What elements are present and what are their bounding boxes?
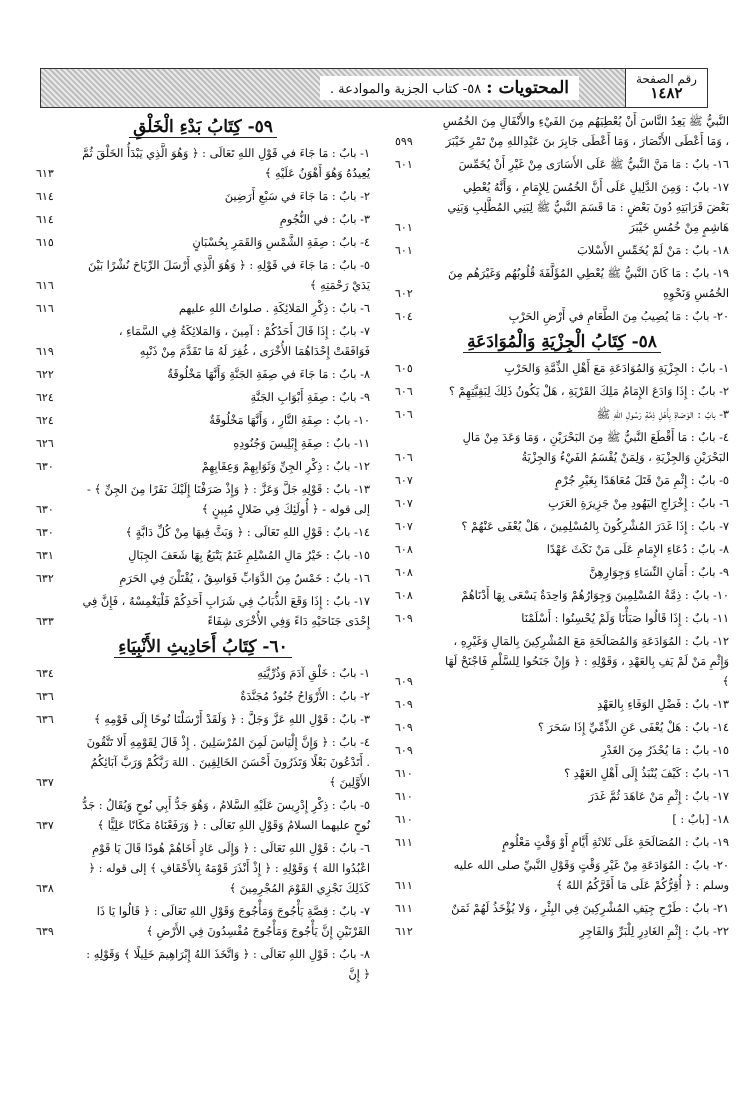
- page-number-label: رقم الصفحة: [636, 72, 697, 86]
- toc-entry-page: ٦١١: [395, 836, 413, 849]
- toc-entry: [36, 592, 370, 632]
- toc-entry-page: ٦١٥: [36, 236, 54, 249]
- toc-entry-title: ٦- بابٌ : إِخْرَاجِ اليَهُودِ مِنْ جَزِيرَةِ العَرَبِ: [548, 497, 729, 510]
- toc-entry-title: ١٣- بابٌ : قَوْلِهِ جَلَّ وَعَزَّ : ﴿ وَإِذْ صَرَفْنَا إِلَيْكَ نَفَرًا مِنَ الجِنِّ ﴾ - إلى قوله - ﴿ أُولَئِكَ فِي ضَلالٍ مُبِينٍ ﴾: [87, 483, 370, 516]
- toc-entry-title: ٨- بابٌ : دُعَاءِ الإِمَامِ عَلَى مَنْ نَكَثَ عَهْدًا: [546, 543, 729, 556]
- toc-entry-page: ٦١٤: [36, 190, 54, 203]
- toc-entry-page: ٦١٠: [395, 790, 413, 803]
- toc-entry: [36, 796, 370, 836]
- toc-entry-title: النَّبيُّ ﷺ يَعِدُ النَّاسَ أَنْ يُعْطِيَهُم مِنَ الفَيْءِ والأَنْفَالِ مِنَ الخُمُسِ ، وَمَا أَعْطَى الأَنْصَارَ ، وَمَا أَعْطَى جَابِرَ بنَ عَبْدِاللهِ مِنْ تَمْرِ خَيْبَرَ: [442, 115, 729, 148]
- toc-entry-title: ٢٢- بابٌ : إِثْمِ الغَادِرِ لِلْبَرِّ وَالفَاجِرِ: [579, 925, 729, 938]
- toc-entry: [36, 546, 370, 566]
- toc-entry-title: ٢١- بابٌ : طَرْحِ جِيَفِ المُشْرِكِينَ فِي البِئْرِ ، وَلا يُؤْخَذُ لَهُمْ ثَمَنٌ: [451, 902, 729, 915]
- toc-entry-page: ٦٠٧: [395, 474, 413, 487]
- toc-entry-title: ١٦- بابٌ : مَا مَنَّ النَّبيُّ ﷺ عَلَى الأَسَارَى مِنْ غَيْرِ أَنْ يُخَمِّسَ: [458, 158, 729, 171]
- toc-entry: [395, 494, 729, 514]
- toc-entry-page: ٦٠٩: [395, 612, 413, 625]
- toc-entry: [395, 899, 729, 919]
- toc-entry-title: ٥- بابٌ : إِثْمِ مَنْ قَتَلَ مُعَاهَدًا بِغَيْرِ جُرْمٍ: [555, 474, 729, 487]
- toc-entry-title: ٢- بابٌ : الأَرْوَاحُ جُنُودٌ مُجَنَّدَةٌ: [240, 690, 370, 703]
- toc-entry-page: ٦٣٨: [36, 882, 54, 895]
- toc-entry-page: ٦٢٢: [36, 368, 54, 381]
- toc-entry: [395, 856, 729, 896]
- contents-title: المحتويات :: [486, 78, 569, 98]
- toc-entry: [395, 632, 729, 692]
- toc-entry: [395, 741, 729, 761]
- toc-entry-page: ٦٠٦: [395, 408, 413, 421]
- toc-entry-title: ١٧- بابٌ : إِثْمِ مَنْ عَاهَدَ ثُمَّ غَدَرَ: [588, 790, 729, 803]
- toc-entry: [36, 945, 370, 985]
- toc-entry: [395, 241, 729, 261]
- toc-entry: [36, 687, 370, 707]
- toc-entry: [36, 322, 370, 362]
- toc-entry-title: ٤- بابٌ : صِفَةِ الشَّمْسِ وَالقَمَرِ بِحُسْبَانٍ: [192, 236, 370, 249]
- toc-entry: [395, 517, 729, 537]
- toc-entry-title: ١٤- بابٌ : هَلْ يُعْفَى عَنِ الذِّمِّيِّ إِذَا سَحَرَ ؟: [537, 721, 729, 734]
- section-heading: [36, 636, 370, 658]
- toc-entry-title: ٤- بابٌ : مَا أَقْطَعَ النَّبيُّ ﷺ مِنَ البَحْرَيْنِ ، وَمَا وَعَدَ مِنْ مَالِ البَحْرَيْنِ وَالجِزْيَةِ ، وَلِمَنْ يُقْسَمُ الفَيْءُ وَالجِزْيَةُ: [462, 431, 729, 464]
- contents-subtitle: ٥٨- كتاب الجزية والموادعة .: [329, 82, 482, 97]
- section-heading-text: ٥٨- كِتَابُ الْجِزْيَةِ وَالْمُوَادَعَةِ: [463, 332, 661, 353]
- toc-entry-page: ٦٠١: [395, 158, 413, 171]
- toc-entry-title: ٨- بابٌ : مَا جَاءَ في صِفَةِ الجَنَّةِ وَأَنَّهَا مَخْلُوقَةٌ: [167, 368, 370, 381]
- toc-entry-page: ٦٢٤: [36, 391, 54, 404]
- toc-entry-page: ٦٣٦: [36, 690, 54, 703]
- toc-entry: [395, 718, 729, 738]
- toc-column-left: [36, 112, 370, 988]
- page-number-box: [625, 69, 707, 107]
- toc-entry-page: ٦٢٦: [36, 437, 54, 450]
- toc-entry-title: ١٧- بابٌ : إِذَا وَقَعَ الذُّبَابُ فِي شَرَابِ أَحَدِكُمْ فَلْيَغْمِسْهُ ، فَإِنَّ فِي إِحْدَى جَنَاحَيْهِ دَاءً وَفِي الأُخْرَى شِفَاءً: [82, 595, 370, 628]
- section-heading-text: ٥٩- كِتَابُ بَدْءِ الْخَلْقِ: [129, 117, 277, 138]
- toc-entry-title: ٨- بابٌ : قَوْلِ اللهِ تَعَالَى : ﴿ وَاتَّخَذَ اللهُ إِبْرَاهِيمَ خَلِيلًا ﴾ وَقَوْلِهِ : ﴿ إِنَّ: [86, 948, 370, 981]
- toc-entry: [36, 523, 370, 543]
- toc-entry: [395, 833, 729, 853]
- toc-entry: [36, 480, 370, 520]
- toc-entry-title: ١٦- بابٌ : كَيْفَ يُنْبَذُ إِلَى أَهْلِ العَهْدِ ؟: [564, 767, 729, 780]
- toc-entry: [36, 457, 370, 477]
- section-heading: [36, 116, 370, 138]
- toc-entry: [395, 382, 729, 402]
- page-header: [40, 68, 708, 108]
- toc-entry: [36, 365, 370, 385]
- toc-entry: [36, 144, 370, 184]
- section-heading-text: ٦٠- كِتَابُ أَحَادِيثِ الأَنْبِيَاءِ: [114, 637, 291, 658]
- toc-entry: [395, 178, 729, 238]
- toc-entry-title: ٣- بابٌ : قَوْلِ اللهِ عَزَّ وَجَلَّ : ﴿ وَلَقَدْ أَرْسَلْنَا نُوحًا إِلَى قَوْمِهِ ﴾: [94, 713, 370, 726]
- toc-entry-page: ٦٣٧: [36, 776, 54, 789]
- toc-entry: [36, 256, 370, 296]
- toc-entry-title: ٣- بابٌ : الوَصَاةِ بِأَهْلِ ذِمَّةِ رَسُولِ اللهِ ﷺ: [596, 408, 729, 421]
- toc-entry-title: ١٢- بابٌ : ذِكْرِ الجِنِّ وَثَوَابِهِمْ وَعِقَابِهِمْ: [201, 460, 370, 473]
- toc-entry: [36, 187, 370, 207]
- toc-entry: [395, 563, 729, 583]
- toc-entry-title: ١- بابٌ : مَا جَاءَ في قَوْلِ اللهِ تَعَالَى : ﴿ وَهُوَ الَّذِي يَبْدَأُ الخَلْقَ ثُمَّ يُعِيدُهُ وَهُوَ أَهْوَنُ عَلَيْهِ ﴾: [82, 147, 370, 180]
- toc-entry: [36, 839, 370, 899]
- toc-entry: [395, 359, 729, 379]
- toc-entry-page: ٦٠٧: [395, 497, 413, 510]
- toc-entry-page: ٦٣٠: [36, 503, 54, 516]
- toc-entry-title: ٩- بابٌ : أَمَانِ النِّسَاءِ وَجِوَارِهِنَّ: [588, 566, 729, 579]
- toc-entry: [395, 307, 729, 327]
- toc-entry: [395, 787, 729, 807]
- toc-entry: [395, 471, 729, 491]
- toc-entry-title: ٤- بابٌ : ﴿ وَإِنَّ إِلْيَاسَ لَمِنَ المُرْسَلِينَ . إِذْ قَالَ لِقَوْمِهِ أَلا تَتَّقُونَ . أَتَدْعُونَ بَعْلًا وَتَذَرُونَ أَحْسَنَ الخَالِقِينَ . اللهَ رَبَّكُمْ وَرَبَّ آبَائِكُمُ الأَوَّلِينَ ﴾: [86, 736, 370, 789]
- toc-entry: [36, 733, 370, 793]
- section-heading: [395, 331, 729, 353]
- toc-entry-title: ٢٠- بابٌ : المُوَادَعَةِ مِنْ غَيْرِ وَقْتٍ وَقَوْلِ النَّبيِّ صلى الله عليه وسلم : ﴿ أُقِرُّكُمْ عَلَى مَا أَقَرَّكُمُ اللهُ ﴾: [453, 859, 729, 892]
- toc-entry-page: ٦٠٥: [395, 362, 413, 375]
- toc-entry-page: ٦٣٠: [36, 460, 54, 473]
- toc-entry-title: ٢- بابٌ : مَا جَاءَ في سَبْعِ أَرَضِينَ: [224, 190, 370, 203]
- toc-entry-title: ١٢- بابٌ : المُوَادَعَةِ وَالمُصَالَحَةِ مَعَ المُشْرِكِينَ بِالمَالِ وَغَيْرِهِ ، وَإِثْمِ مَنْ لَمْ يَفِ بِالعَهْدِ ، وَقَوْلِهِ : ﴿ وَإِنْ جَنَحُوا لِلسَّلْمِ فَاجْنَحْ لَهَا ﴾: [445, 635, 729, 688]
- toc-entry-page: ٦٠٨: [395, 566, 413, 579]
- toc-entry-page: ٦٠٨: [395, 589, 413, 602]
- toc-entry-page: ٦٣٧: [36, 819, 54, 832]
- toc-entry-page: ٦١١: [395, 879, 413, 892]
- toc-entry-title: ٢- بابٌ : إِذَا وَادَعَ الإِمَامُ مَلِكَ القَرْيَةِ ، هَلْ يَكُونُ ذَلِكَ لِبَقِيَّتِهِمْ ؟: [448, 385, 729, 398]
- toc-entry: [36, 388, 370, 408]
- toc-entry-title: ١٨- [بابٌ : ]: [672, 813, 729, 826]
- toc-entry-title: ١٤- بابٌ : قَوْلِ اللهِ تَعَالَى : ﴿ وَبَثَّ فِيهَا مِنْ كُلِّ دَابَّةٍ ﴾: [125, 526, 370, 539]
- toc-entry: [395, 112, 729, 152]
- toc-entry-title: ١٥- بابٌ : مَا يُحْذَرُ مِنَ الغَدْرِ: [601, 744, 729, 757]
- toc-entry-page: ٦١٦: [36, 279, 54, 292]
- toc-entry-title: ١١- بابٌ : صِفَةِ إِبْلِيسَ وَجُنُودِهِ: [233, 437, 370, 450]
- toc-entry-title: ٧- بابٌ : قِصَّةِ يَأْجُوجَ وَمَأْجُوجَ وَقَوْلِ اللهِ تَعَالَى : ﴿ قَالُوا يَا ذَا القَرْنَيْنِ إِنَّ يَأْجُوجَ وَمَأْجُوجَ مُفْسِدُونَ فِي الأَرْضِ ﴾: [96, 905, 370, 938]
- toc-column-right: [395, 112, 729, 945]
- toc-entry-title: ١١- بابٌ : إِذَا قَالُوا صَبَأْنَا وَلَمْ يُحْسِنُوا : أَسْلَمْنَا: [521, 612, 729, 625]
- toc-entry-title: ٢٠- بابٌ : مَا يُصِيبُ مِنَ الطَّعَامِ في أَرْضِ الحَرْبِ: [508, 310, 729, 323]
- toc-entry-page: ٥٩٩: [395, 135, 413, 148]
- toc-entry-page: ٦١٦: [36, 302, 54, 315]
- toc-entry-title: ٦- بابٌ : ذِكْرِ المَلائِكَةِ . صلواتُ اللهِ عليهم: [178, 302, 370, 315]
- page-number: ١٤٨٢: [650, 84, 683, 102]
- toc-entry: [395, 264, 729, 304]
- toc-entry-page: ٦١٩: [36, 345, 54, 358]
- toc-entry-page: ٦٣١: [36, 549, 54, 562]
- toc-entry: [36, 902, 370, 942]
- toc-entry-page: ٦١٠: [395, 767, 413, 780]
- toc-entry-title: ٩- بابٌ : صِفَةِ أَبْوَابِ الجَنَّةِ: [250, 391, 370, 404]
- toc-entry-title: ١٠- بابٌ : ذِمَّةُ المُسْلِمِينَ وَجِوَارُهُمْ وَاحِدَةٌ يَسْعَى بِهَا أَدْنَاهُمْ: [461, 589, 729, 602]
- toc-entry-page: ٦٠١: [395, 244, 413, 257]
- toc-entry-page: ٦٠٩: [395, 744, 413, 757]
- toc-entry-page: ٦٠٤: [395, 310, 413, 323]
- toc-entry-title: ١٣- بابٌ : فَضْلِ الوَفَاءِ بِالعَهْدِ: [597, 698, 729, 711]
- toc-entry-title: ١٨- بابٌ : مَنْ لَمْ يُخَمِّسِ الأَسْلابَ: [577, 244, 729, 257]
- toc-entry: [36, 210, 370, 230]
- toc-entry-title: ١٧- بابٌ : وَمِنَ الدَّلِيلِ عَلَى أَنَّ الخُمُسَ لِلإِمَامِ ، وَأَنَّهُ يُعْطِي بَعْضَ قَرَابَتِهِ دُونَ بَعْضٍ : مَا قَسَمَ النَّبيُّ ﷺ لِبَنِي المُطَّلِبِ وَبَنِي هَاشِمٍ مِنْ خُمُسِ خَيْبَرَ: [447, 181, 729, 234]
- toc-entry-page: ٦١٠: [395, 813, 413, 826]
- toc-entry-page: ٦٣٤: [36, 667, 54, 680]
- toc-entry-title: ١- بابٌ : خَلْقِ آدَمَ وَذُرِّيَّتِهِ: [257, 667, 370, 680]
- toc-entry-page: ٦١٣: [36, 167, 54, 180]
- toc-entry: [36, 710, 370, 730]
- toc-entry-page: ٦٠٦: [395, 385, 413, 398]
- toc-entry-page: ٦٣٩: [36, 925, 54, 938]
- toc-entry-title: ٧- بابٌ : إِذَا غَدَرَ المُشْرِكُونَ بِالمُسْلِمِينَ ، هَلْ يُعْفَى عَنْهُمْ ؟: [461, 520, 729, 533]
- toc-entry-page: ٦٣٠: [36, 526, 54, 539]
- toc-entry: [36, 299, 370, 319]
- toc-entry: [395, 586, 729, 606]
- toc-entry-page: ٦١٤: [36, 213, 54, 226]
- toc-entry-title: ١٠- بابٌ : صِفَةِ النَّارِ ، وَأَنَّهَا مَخْلُوقَةٌ: [209, 414, 370, 427]
- toc-entry-page: ٦٠٦: [395, 451, 413, 464]
- toc-entry: [36, 434, 370, 454]
- toc-entry-title: ١٩- بابٌ : مَا كَانَ النَّبيُّ ﷺ يُعْطِي المُؤَلَّفَةَ قُلُوبُهُم وَغَيْرَهُم مِنَ الخُمُسِ وَنَحْوِهِ: [448, 267, 729, 300]
- toc-entry-page: ٦٠٢: [395, 287, 413, 300]
- toc-entry: [36, 411, 370, 431]
- toc-entry: [395, 155, 729, 175]
- header-title: [320, 76, 579, 100]
- toc-entry-title: ٥- بابٌ : مَا جَاءَ في قَوْلِهِ : ﴿ وَهُوَ الَّذِي أَرْسَلَ الرِّيَاحَ نُشْرًا بَيْنَ يَدَيْ رَحْمَتِهِ ﴾: [87, 259, 370, 292]
- toc-entry: [395, 609, 729, 629]
- toc-entry-title: ١٦- بابٌ : خَمْسٌ مِنَ الدَّوَابِّ فَوَاسِقُ ، يُقْتَلْنَ فِي الحَرَمِ: [119, 572, 370, 585]
- toc-entry-page: ٦٣٣: [36, 615, 54, 628]
- toc-entry-page: ٦١٢: [395, 925, 413, 938]
- toc-entry-page: ٦٠٨: [395, 543, 413, 556]
- toc-entry-title: ١٥- بابٌ : خَيْرُ مَالِ المُسْلِمِ غَنَمٌ يَتْبَعُ بِهَا شَعَفَ الجِبَالِ: [128, 549, 370, 562]
- toc-entry-title: ١- بابٌ : الجِزْيَةِ وَالمُوَادَعَةِ مَعَ أَهْلِ الذِّمَّةِ وَالحَرْبِ: [504, 362, 729, 375]
- toc-entry: [36, 233, 370, 253]
- toc-entry-title: ١٩- بابٌ : المُصَالَحَةِ عَلَى ثَلاثَةِ أَيَّامٍ أَوْ وَقْتٍ مَعْلُومٍ: [502, 836, 729, 849]
- toc-entry-page: ٦٠٩: [395, 675, 413, 688]
- toc-entry: [36, 664, 370, 684]
- toc-entry: [395, 695, 729, 715]
- toc-entry: [395, 764, 729, 784]
- toc-entry-title: ٧- بابٌ : إِذَا قَالَ أَحَدُكُمْ : آمِينَ ، وَالمَلائِكَةُ فِي السَّمَاءِ ، فَوَافَقَتْ إِحْدَاهُمَا الأُخْرَى ، غُفِرَ لَهُ مَا تَقَدَّمَ مِنْ ذَنْبِهِ: [118, 325, 370, 358]
- toc-entry-page: ٦٠٧: [395, 520, 413, 533]
- toc-entry-page: ٦١١: [395, 902, 413, 915]
- toc-entry: [395, 428, 729, 468]
- toc-entry-title: ٥- بابٌ : ذِكْرِ إِدْرِيسَ عَلَيْهِ السَّلامُ ، وَهُوَ جَدُّ أَبِي نُوحٍ وَيُقَالُ : جَدُّ نُوحٍ عليهما السلامُ وَقَوْلِ اللهِ تَعَالَى : ﴿ وَرَفَعْنَاهُ مَكَانًا عَلِيًّا ﴾: [82, 799, 370, 832]
- toc-entry-title: ٣- بابٌ : في النُّجُومِ: [279, 213, 370, 226]
- toc-entry-title: ٦- بابٌ : قَوْلِ اللهِ تَعَالَى : ﴿ وَإِلَى عَادٍ أَخَاهُمْ هُودًا قَالَ يَا قَوْمِ اعْبُدُوا اللهَ ﴾ وَقَوْلِهِ : ﴿ إِذْ أَنْذَرَ قَوْمَهُ بِالأَحْقَافِ ﴾ إلى قوله : ﴿ كَذَلِكَ نَجْزِي القَوْمَ المُجْرِمِينَ ﴾: [88, 842, 370, 895]
- toc-entry: [36, 569, 370, 589]
- toc-entry: [395, 922, 729, 942]
- toc-entry: [395, 405, 729, 425]
- toc-entry-page: ٦٠٩: [395, 721, 413, 734]
- toc-entry: [395, 540, 729, 560]
- toc-entry-page: ٦٢٤: [36, 414, 54, 427]
- toc-entry-page: ٦٠١: [395, 221, 413, 234]
- toc-entry-page: ٦٣٢: [36, 572, 54, 585]
- toc-entry: [395, 810, 729, 830]
- toc-entry-page: ٦٠٩: [395, 698, 413, 711]
- toc-entry-page: ٦٣٦: [36, 713, 54, 726]
